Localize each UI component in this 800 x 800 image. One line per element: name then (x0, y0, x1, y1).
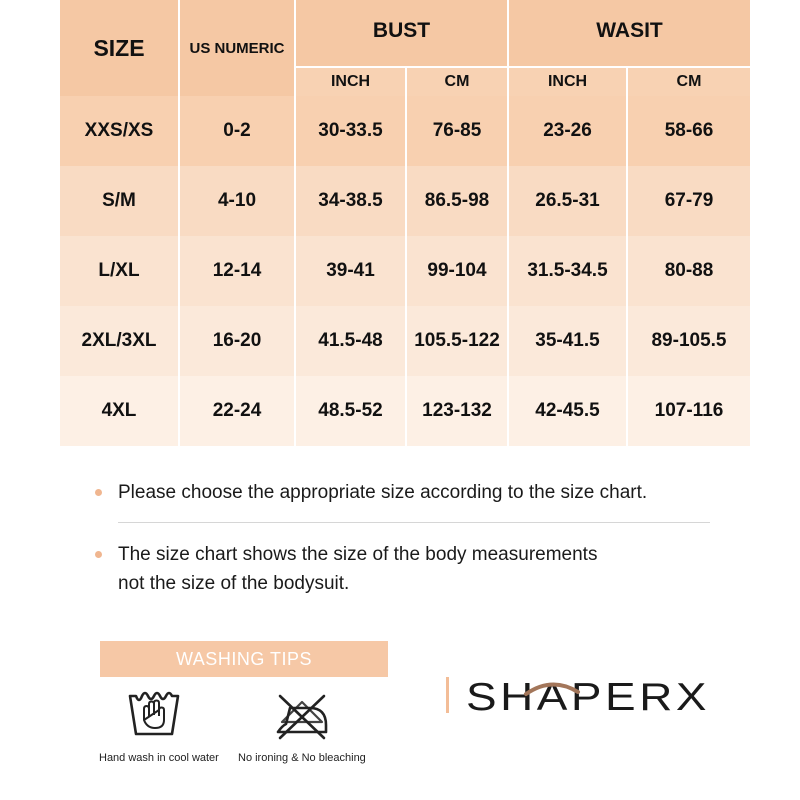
washing-tips-banner: WASHING TIPS (100, 641, 388, 677)
header-bust: BUST (296, 0, 507, 68)
table-cell-size: 2XL/3XL (60, 306, 178, 376)
note-item (95, 478, 715, 507)
svg-text:SHAPERX: SHAPERX (466, 676, 710, 718)
table-cell-waist-cm: 67-79 (628, 166, 750, 236)
note-text: not the size of the bodysuit. (118, 573, 350, 594)
table-cell-us-numeric: 0-2 (180, 96, 294, 166)
table-cell-bust-inch: 48.5-52 (296, 376, 405, 446)
note-text: The size chart shows the size of the body measurements (118, 544, 598, 565)
table-cell-waist-inch: 31.5-34.5 (509, 236, 626, 306)
table-cell-bust-inch: 34-38.5 (296, 166, 405, 236)
table-cell-size: 4XL (60, 376, 178, 446)
bullet-dot-icon (95, 489, 102, 496)
table-cell-bust-inch: 39-41 (296, 236, 405, 306)
shaperx-logo (466, 672, 716, 718)
table-cell-waist-inch: 26.5-31 (509, 166, 626, 236)
size-notes (95, 478, 715, 598)
table-cell-waist-inch: 23-26 (509, 96, 626, 166)
table-cell-waist-inch: 35-41.5 (509, 306, 626, 376)
header-us-numeric: US NUMERIC (180, 0, 294, 96)
note-item (95, 540, 715, 598)
table-cell-waist-cm: 107-116 (628, 376, 750, 446)
table-cell-us-numeric: 22-24 (180, 376, 294, 446)
table-cell-bust-cm: 86.5-98 (407, 166, 507, 236)
hand-wash-icon (128, 690, 180, 738)
table-cell-waist-inch: 42-45.5 (509, 376, 626, 446)
table-cell-size: S/M (60, 166, 178, 236)
header-bust-cm: CM (407, 68, 507, 96)
table-cell-bust-cm: 99-104 (407, 236, 507, 306)
size-chart-table (60, 0, 740, 436)
no-ironing-caption: No ironing & No bleaching (238, 752, 366, 764)
header-size: SIZE (60, 0, 178, 96)
table-cell-waist-cm: 58-66 (628, 96, 750, 166)
note-text: Please choose the appropriate size according to the size chart. (118, 482, 648, 503)
table-cell-bust-cm: 76-85 (407, 96, 507, 166)
header-bust-inch: INCH (296, 68, 405, 96)
table-cell-size: L/XL (60, 236, 178, 306)
table-cell-us-numeric: 4-10 (180, 166, 294, 236)
header-waist: WASIT (509, 0, 750, 68)
table-cell-waist-cm: 89-105.5 (628, 306, 750, 376)
table-cell-bust-inch: 30-33.5 (296, 96, 405, 166)
table-cell-us-numeric: 16-20 (180, 306, 294, 376)
divider (118, 522, 710, 523)
brand-divider (446, 677, 449, 713)
header-waist-inch: INCH (509, 68, 626, 96)
no-ironing-no-bleaching-icon (272, 692, 332, 740)
table-cell-size: XXS/XS (60, 96, 178, 166)
table-cell-bust-cm: 105.5-122 (407, 306, 507, 376)
table-cell-bust-inch: 41.5-48 (296, 306, 405, 376)
header-waist-cm: CM (628, 68, 750, 96)
bullet-dot-icon (95, 551, 102, 558)
hand-wash-caption: Hand wash in cool water (99, 752, 219, 764)
table-cell-bust-cm: 123-132 (407, 376, 507, 446)
table-cell-waist-cm: 80-88 (628, 236, 750, 306)
table-cell-us-numeric: 12-14 (180, 236, 294, 306)
